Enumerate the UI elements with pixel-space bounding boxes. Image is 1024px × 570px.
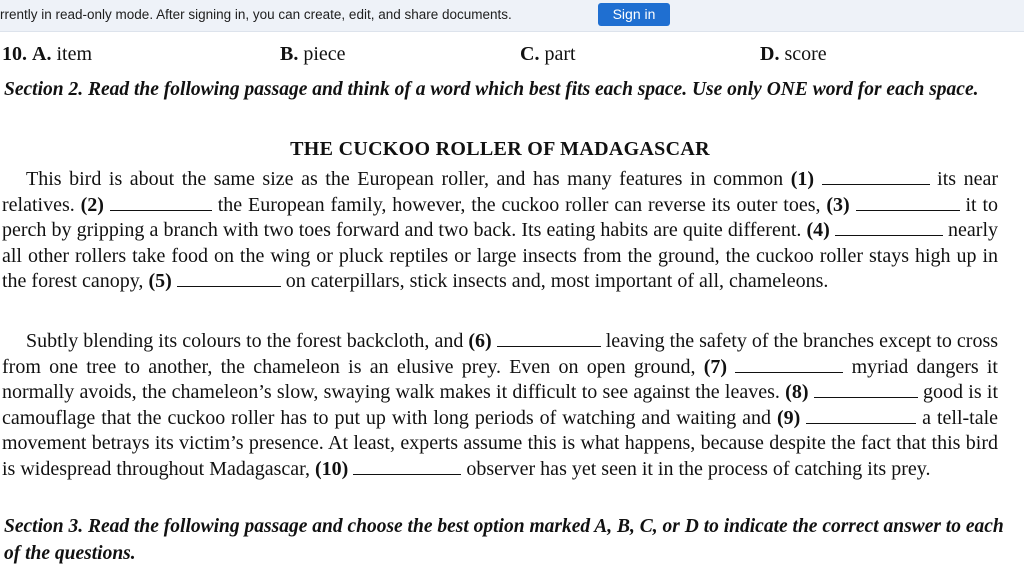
- gap-number-7: (7): [703, 355, 728, 378]
- text-run: observer has yet seen it in the process of catching its prey.: [466, 457, 931, 480]
- question-10-option-d: [760, 43, 827, 66]
- section-2-heading: Section 2. Read the following passage and think of a word which best fits each space. Use only ONE word for each space.: [4, 79, 979, 100]
- text-run: its near relatives.: [2, 168, 999, 216]
- answer-blank-3[interactable]: [856, 193, 960, 211]
- option-text: part: [544, 43, 576, 65]
- gap-number-6: (6): [468, 330, 492, 352]
- gap-number-5: (5): [148, 270, 172, 292]
- answer-blank-7[interactable]: [735, 355, 843, 373]
- text-run: leaving the safety of the branches except to cross from one tree to another, the chameleon is an elusive prey. Even on open ground,: [2, 330, 999, 378]
- text-run: good is it camouflage that the cuckoo roller has to put up with long periods of watching and waiting and: [2, 381, 999, 429]
- passage-paragraph-1: [2, 167, 998, 295]
- text-run: This bird is about the same size as the European roller, and has many features in common: [26, 168, 791, 190]
- passage-title: THE CUCKOO ROLLER OF MADAGASCAR: [290, 138, 710, 160]
- option-letter: B.: [280, 43, 299, 65]
- read-only-banner: [0, 0, 1024, 32]
- answer-blank-10[interactable]: [353, 457, 461, 475]
- gap-number-9: (9): [776, 406, 801, 429]
- gap-number-2: (2): [80, 193, 104, 216]
- sign-in-button[interactable]: Sign in: [598, 3, 670, 26]
- text-run: myriad dangers it normally avoids, the chameleon’s slow, swaying walk makes it difficult to see against the leaves.: [2, 355, 998, 403]
- answer-blank-8[interactable]: [814, 380, 918, 398]
- option-text: piece: [303, 43, 346, 65]
- option-text: score: [784, 43, 827, 65]
- text-run: on caterpillars, stick insects and, most important of all, chameleons.: [285, 270, 829, 292]
- text-run: Subtly blending its colours to the forest backcloth, and: [26, 330, 469, 352]
- gap-number-4: (4): [806, 219, 830, 241]
- question-10-option-c: [520, 43, 576, 66]
- option-letter: C.: [520, 43, 540, 65]
- text-run: nearly all other rollers take food on the wing or pluck reptiles or large insects from the ground, the cuckoo roller stays high up in the forest canopy,: [2, 219, 999, 292]
- question-10-option-a: [2, 43, 92, 66]
- gap-number-10: (10): [315, 457, 349, 480]
- answer-blank-1[interactable]: [822, 167, 930, 185]
- gap-number-3: (3): [826, 193, 850, 216]
- answer-blank-2[interactable]: [110, 193, 212, 211]
- text-run: it to perch by gripping a branch with two toes forward and two back. Its eating habits are quite different.: [2, 193, 999, 241]
- question-10-options: [0, 43, 1024, 69]
- gap-number-1: (1): [790, 168, 815, 190]
- question-number: 10.: [2, 43, 27, 65]
- text-run: the European family, however, the cuckoo roller can reverse its outer toes,: [217, 193, 827, 216]
- answer-blank-5[interactable]: [177, 269, 281, 287]
- answer-blank-6[interactable]: [497, 329, 601, 347]
- gap-number-8: (8): [785, 381, 809, 403]
- passage-paragraph-2: [2, 329, 998, 482]
- section-3-heading: Section 3. Read the following passage and choose the best option marked A, B, C, or D to indicate the correct answer to each of the questions.: [4, 516, 1004, 564]
- question-10-option-b: [280, 43, 346, 66]
- answer-blank-9[interactable]: [806, 406, 916, 424]
- option-letter: D.: [760, 43, 780, 65]
- option-letter: A.: [32, 43, 52, 65]
- read-only-message: rrently in read-only mode. After signing in, you can create, edit, and share documents.: [0, 7, 512, 22]
- option-text: item: [56, 43, 92, 65]
- answer-blank-4[interactable]: [835, 218, 943, 236]
- text-run: a tell-tale movement betrays its victim’s presence. At least, experts assume this is what happens, because despite the fact that this bird is widespread throughout Madagascar,: [2, 406, 999, 480]
